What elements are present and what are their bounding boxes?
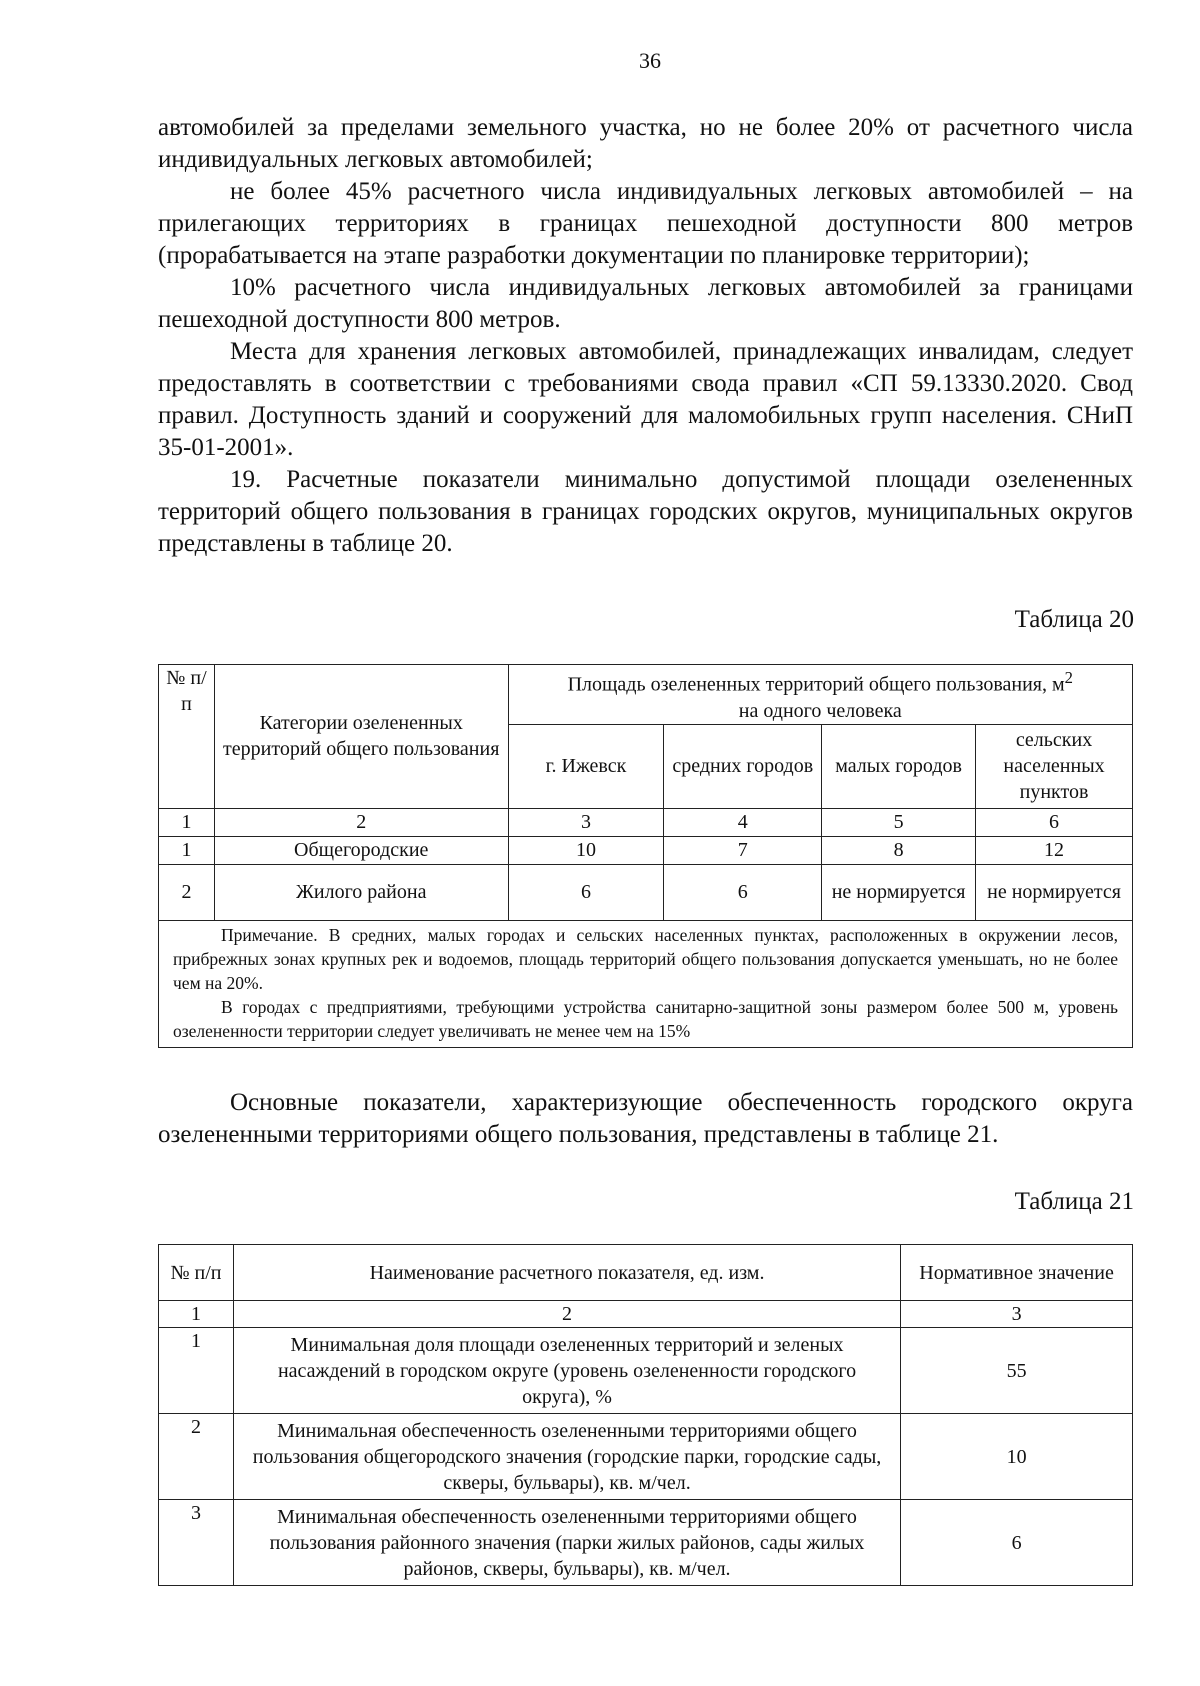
row-category: Общегородские (214, 836, 508, 864)
header-value: Нормативное значение (901, 1245, 1133, 1301)
row-num: 2 (159, 864, 215, 920)
row-value: не нормируется (822, 864, 976, 920)
row-description: Минимальная обеспеченность озелененными территориями общего пользования районного значения (парки жилых районов, сады жилых районов, скверы, бульвары), кв. м/чел. (233, 1500, 900, 1586)
row-num: 1 (159, 836, 215, 864)
header-area-sup: 2 (1064, 668, 1073, 687)
paragraph: автомобилей за пределами земельного участка, но не более 20% от расчетного числа индивидуальных легковых автомобилей; (158, 114, 1133, 173)
header-num: № п/п (159, 1245, 234, 1301)
index-cell: 2 (233, 1301, 900, 1328)
page-number: 36 (639, 48, 661, 73)
table-20-caption: Таблица 20 (1014, 606, 1134, 633)
row-description: Минимальная доля площади озелененных территорий и зеленых насаждений в городском округе (уровень озелененности городского округа), % (233, 1328, 900, 1414)
row-value: 7 (664, 836, 822, 864)
table-note (159, 920, 1133, 1047)
index-cell: 1 (159, 808, 215, 836)
index-cell: 1 (159, 1301, 234, 1328)
header-area (508, 665, 1132, 725)
table-row (159, 864, 1133, 920)
header-area-text: Площадь озелененных территорий общего пользования, м (567, 673, 1065, 696)
row-num: 3 (159, 1500, 234, 1586)
note-paragraph: Примечание. В средних, малых городах и сельских населенных пунктах, расположенных в окружении лесов, прибрежных зонах крупных рек и водоемов, площадь территорий общего пользования допускается уменьшать, но не более чем на 20%. (173, 924, 1118, 993)
header-name: Наименование расчетного показателя, ед. изм. (233, 1245, 900, 1301)
index-cell: 2 (214, 808, 508, 836)
header-area-per: на одного человека (738, 699, 902, 722)
row-value: 10 (901, 1414, 1133, 1500)
index-cell: 3 (901, 1301, 1133, 1328)
row-value: 6 (664, 864, 822, 920)
paragraph: не более 45% расчетного числа индивидуальных легковых автомобилей – на прилегающих территориях в границах пешеходной доступности 800 метров (прорабатывается на этапе разработки документации по планировке территории); (158, 178, 1133, 269)
paragraph: 19. Расчетные показатели минимально допустимой площади озелененных территорий общего пользования в границах городских округов, муниципальных округов представлены в таблице 20. (158, 466, 1133, 557)
header-rural: сельских населенных пунктов (976, 724, 1133, 808)
header-category: Категории озелененных территорий общего пользования (214, 665, 508, 809)
note-paragraph: В городах с предприятиями, требующими устройства санитарно-защитной зоны размером более 500 м, уровень озелененности территории следует увеличивать не менее чем на 15% (173, 996, 1118, 1041)
row-value: 55 (901, 1328, 1133, 1414)
index-cell: 5 (822, 808, 976, 836)
header-num: № п/п (159, 665, 215, 809)
header-small-cities: малых городов (822, 724, 976, 808)
paragraph: Места для хранения легковых автомобилей, принадлежащих инвалидам, следует предоставлять в соответствии с требованиями свода правил «СП 59.13330.2020. Свод правил. Доступность зданий и сооружений для маломобильных групп населения. СНиП 35-01-2001». (158, 338, 1133, 461)
row-value: 8 (822, 836, 976, 864)
table-21-caption: Таблица 21 (1014, 1188, 1134, 1215)
index-row (159, 808, 1133, 836)
body-text-middle (158, 1087, 1133, 1151)
table-20 (158, 664, 1133, 1048)
row-num: 2 (159, 1414, 234, 1500)
note-row (159, 920, 1133, 1047)
row-num: 1 (159, 1328, 234, 1414)
row-value: 12 (976, 836, 1133, 864)
table-row (159, 1500, 1133, 1586)
index-cell: 3 (508, 808, 664, 836)
table-21 (158, 1244, 1133, 1586)
table-row (159, 1328, 1133, 1414)
index-cell: 4 (664, 808, 822, 836)
paragraph: 10% расчетного числа индивидуальных легковых автомобилей за границами пешеходной доступности 800 метров. (158, 274, 1133, 333)
index-cell: 6 (976, 808, 1133, 836)
index-row (159, 1301, 1133, 1328)
table-row (159, 1414, 1133, 1500)
row-value: 6 (901, 1500, 1133, 1586)
body-text-top (158, 112, 1133, 560)
header-izhevsk: г. Ижевск (508, 724, 664, 808)
header-medium-cities: средних городов (664, 724, 822, 808)
row-value: 6 (508, 864, 664, 920)
row-category: Жилого района (214, 864, 508, 920)
table-row (159, 836, 1133, 864)
row-value: не нормируется (976, 864, 1133, 920)
row-value: 10 (508, 836, 664, 864)
paragraph: Основные показатели, характеризующие обеспеченность городского округа озелененными территориями общего пользования, представлены в таблице 21. (158, 1089, 1133, 1148)
row-description: Минимальная обеспеченность озелененными территориями общего пользования общегородского значения (городские парки, городские сады, скверы, бульвары), кв. м/чел. (233, 1414, 900, 1500)
